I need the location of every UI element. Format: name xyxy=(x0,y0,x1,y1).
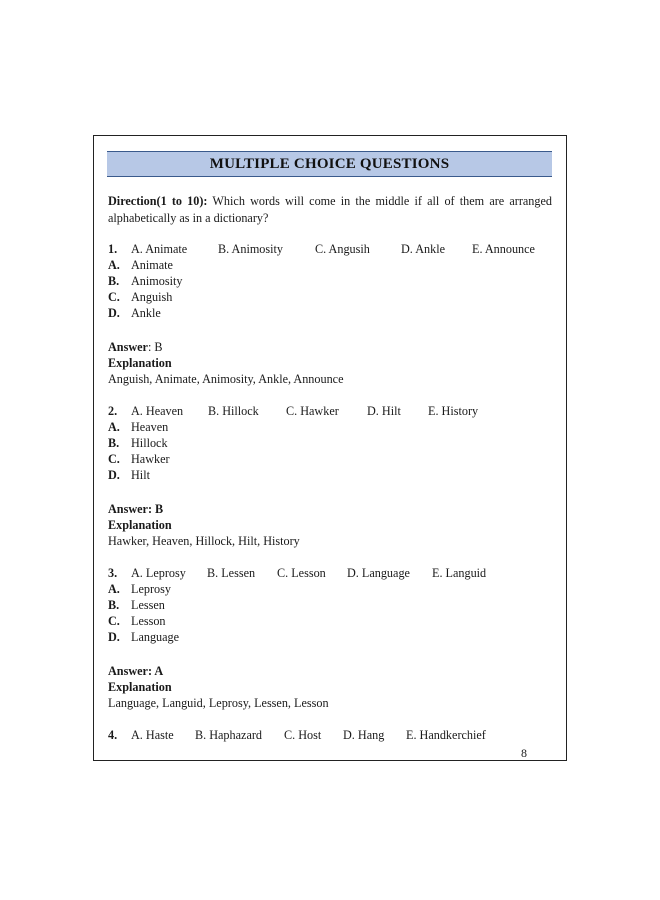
choice-b: B. Lessen xyxy=(207,566,256,580)
explanation-2: Hawker, Heaven, Hillock, Hilt, History xyxy=(108,534,300,548)
choice-a: A. Animate xyxy=(131,242,188,256)
choice-e: E. Announce xyxy=(472,242,535,256)
choice-c: C. Angusih xyxy=(315,242,370,256)
section-title: MULTIPLE CHOICE QUESTIONS xyxy=(107,151,552,177)
choice-e: E. History xyxy=(428,404,479,418)
direction-text xyxy=(108,193,552,227)
direction-label: Direction(1 to 10): xyxy=(108,194,208,208)
answer-2: Answer: B xyxy=(108,502,164,516)
question-number: 4. xyxy=(108,728,118,742)
question-number: 2. xyxy=(108,404,118,418)
direction-body: Which words will come in the middle if all of them are arranged alphabetically as in a dictionary? xyxy=(108,194,552,225)
answer-3: Answer: A xyxy=(108,664,164,678)
explanation-3: Language, Languid, Leprosy, Lessen, Lesson xyxy=(108,696,329,710)
choice-d: D. Hang xyxy=(343,728,385,742)
page-number: 8 xyxy=(521,746,527,760)
choice-c: C. Lesson xyxy=(277,566,326,580)
choice-a: A. Haste xyxy=(131,728,174,742)
question-number: 3. xyxy=(108,566,118,580)
choice-a: A. Heaven xyxy=(131,404,184,418)
choice-e: E. Languid xyxy=(432,566,487,580)
explanation-label-2: Explanation xyxy=(108,518,172,532)
choice-c: C. Hawker xyxy=(286,404,339,418)
choice-a: A. Leprosy xyxy=(131,566,186,580)
choice-e: E. Handkerchief xyxy=(406,728,486,742)
explanation-1: Anguish, Animate, Animosity, Ankle, Announce xyxy=(108,372,344,386)
choice-c: C. Host xyxy=(284,728,322,742)
choice-d: D. Hilt xyxy=(367,404,401,418)
choice-d: D. Ankle xyxy=(401,242,446,256)
choice-b: B. Hillock xyxy=(208,404,259,418)
explanation-label-3: Explanation xyxy=(108,680,172,694)
question-number: 1. xyxy=(108,242,118,256)
choice-d: D. Language xyxy=(347,566,410,580)
explanation-label-1: Explanation xyxy=(108,356,172,370)
answer-1: Answer: B xyxy=(108,340,163,354)
choice-b: B. Haphazard xyxy=(195,728,263,742)
choice-b: B. Animosity xyxy=(218,242,284,256)
